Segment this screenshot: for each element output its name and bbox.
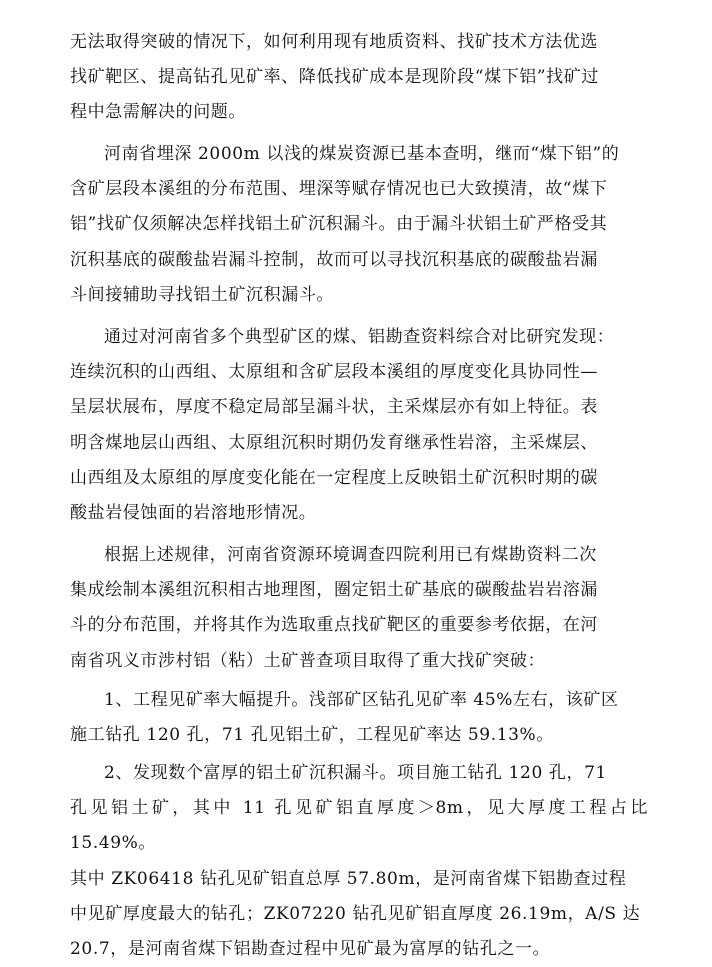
paragraph-5: 1、工程见矿率大幅提升。浅部矿区钻孔见矿率 45%左右，该矿区 施工钻孔 120 孔，71 孔见铝土矿，工程见矿率达 59.13%。 (70, 690, 619, 746)
paragraph-6: 2、发现数个富厚的铝土矿沉积漏斗。项目施工钻孔 120 孔，71 孔见铝土矿，其中 11 孔见矿铝直厚度＞8m，见大厚度工程占比 15.49%。 其中 ZK06418 钻孔见矿铝直总厚 57.80m，是河南省煤下铝勘查过程 中见矿厚度最大的钻孔；ZK07220 钻孔见矿铝直厚度 26.19m，A/S 达 20.7，是河南省煤下铝勘查过程中见矿最为富厚的钻孔之一。 (70, 763, 648, 960)
paragraph-3: 通过对河南省多个典型矿区的煤、铝勘查资料综合对比研究发现： 连续沉积的山西组、太原组和含矿层段本溪组的厚度变化具协同性— 呈层状展布，厚度不稳定局部呈漏斗状，主采煤层亦有如上特征。表 明含煤地层山西组、太原组沉积时期仍发育继承性岩溶，主采煤层、 山西组及太原组的厚度变化能在一定程度上反映铝土矿沉积时期的碳 酸盐岩侵蚀面的岩溶地形情况。 (70, 327, 615, 524)
paragraph-2: 河南省埋深 2000m 以浅的煤炭资源已基本查明，继而“煤下铝”的 含矿层段本溪组的分布范围、埋深等赋存情况也已大致摸清，故“煤下 铝”找矿仅须解决怎样找铝土矿沉积漏斗。由于漏斗状铝土矿严格受其 沉积基底的碳酸盐岩漏斗控制，故而可以寻找沉积基底的碳酸盐岩漏 斗间接辅助寻找铝土矿沉积漏斗。 (70, 144, 620, 305)
paragraph-4: 根据上述规律，河南省资源环境调查四院利用已有煤勘资料二次 集成绘制本溪组沉积相古地理图，圈定铝土矿基底的碳酸盐岩岩溶漏 斗的分布范围，并将其作为选取重点找矿靶区的重要参考依据，在河 南省巩义市涉村铝（粘）土矿普查项目取得了重大找矿突破： (70, 545, 598, 671)
paragraph-1: 无法取得突破的情况下，如何利用现有地质资料、找矿技术方法优选 找矿靶区、提高钻孔见矿率、降低找矿成本是现阶段“煤下铝”找矿过 程中急需解决的问题。 (70, 32, 599, 123)
